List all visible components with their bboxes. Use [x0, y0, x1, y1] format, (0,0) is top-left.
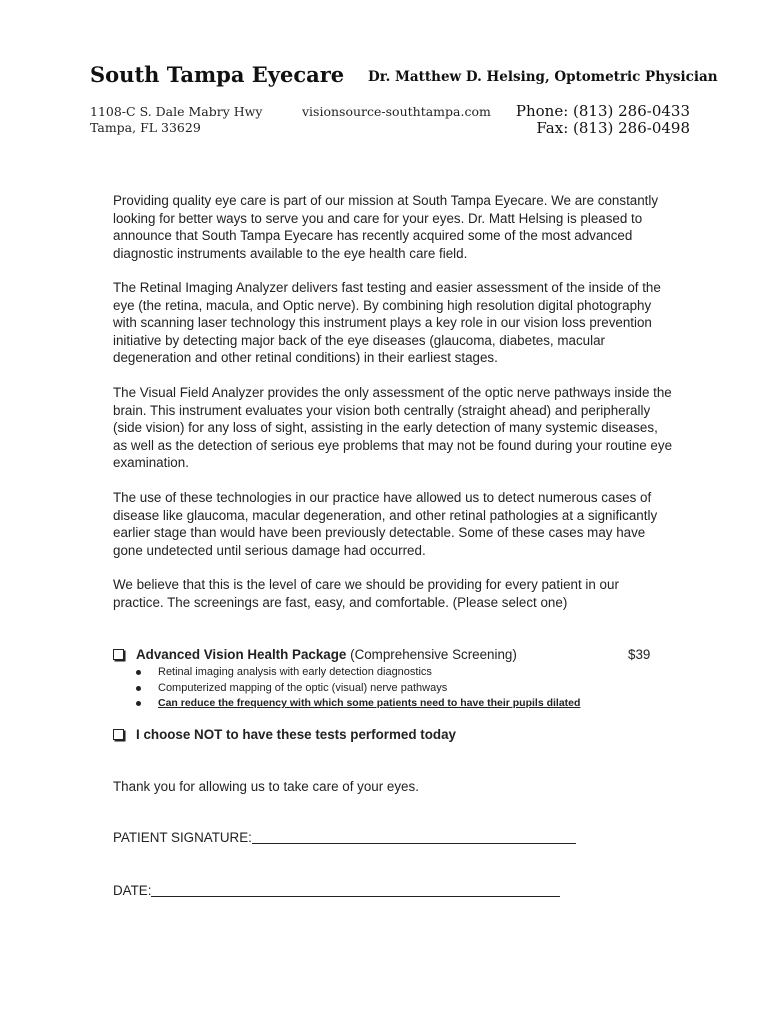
phone-number: Phone: (813) 286-0433: [515, 102, 690, 120]
paragraph-intro: Providing quality eye care is part of our mission at South Tampa Eyecare. We are constantly looking for better ways to serve you and care for your eyes. Dr. Matt Helsing is pleased to announce that South Tampa Eyecare has recently acquired some of the most advanced diagnostic instruments available to the eye health care field.: [113, 193, 659, 261]
paragraph-retinal-imaging: The Retinal Imaging Analyzer delivers fast testing and easier assessment of the inside of the eye (the retina, macula, and Optic nerve). By combining high resolution digital photography with scanning laser technology this instrument plays a key role in our vision loss prevention initiative by detecting major back of the eye diseases (glaucoma, diabetes, macular degeneration and other retinal conditions) in their earliest stages.: [113, 280, 661, 365]
signature-line[interactable]: [252, 831, 576, 844]
bullet-icon: [136, 686, 141, 691]
package-option[interactable]: [113, 647, 517, 662]
list-item: Can reduce the frequency with which some patients need to have their pupils dilated: [136, 696, 580, 712]
fax-number: Fax: (813) 286-0498: [536, 119, 690, 137]
bullet-icon: [136, 701, 141, 706]
package-subtitle: (Comprehensive Screening): [350, 647, 517, 662]
decline-option[interactable]: [113, 727, 456, 742]
date-label: DATE:: [113, 883, 152, 898]
decline-checkbox[interactable]: [113, 729, 124, 740]
package-title: Advanced Vision Health Package: [136, 647, 347, 662]
website: visionsource-southtampa.com: [302, 104, 491, 119]
date-field[interactable]: [113, 883, 560, 898]
doctor-name: Dr. Matthew D. Helsing, Optometric Physician: [368, 69, 718, 85]
paragraph-belief: We believe that this is the level of care we should be providing for every patient in our practice. The screenings are fast, easy, and comfortable. (Please select one): [113, 577, 619, 610]
list-item: Retinal imaging analysis with early detection diagnostics: [136, 665, 580, 681]
package-price: $39: [628, 647, 651, 662]
date-line[interactable]: [151, 884, 560, 897]
decline-label: I choose NOT to have these tests performed today: [136, 727, 456, 742]
package-checkbox[interactable]: [113, 649, 124, 660]
list-item: Computerized mapping of the optic (visual) nerve pathways: [136, 681, 580, 697]
signature-field[interactable]: [113, 830, 576, 845]
signature-label: PATIENT SIGNATURE:: [113, 830, 252, 845]
contact-numbers: [516, 103, 690, 137]
paragraph-technologies: The use of these technologies in our practice have allowed us to detect numerous cases of disease like glaucoma, macular degeneration, and other retinal pathologies at a significantly earlier stage than would have been previously detectable. Some of these cases may have gone undetected until serious damage had occurred.: [113, 490, 658, 558]
bullet-icon: [136, 670, 141, 675]
address-line-2: Tampa, FL 33629: [90, 120, 201, 135]
practice-name: South Tampa Eyecare: [90, 62, 345, 87]
paragraph-visual-field: The Visual Field Analyzer provides the only assessment of the optic nerve pathways inside the brain. This instrument evaluates your vision both centrally (straight ahead) and peripherally (side vision) for any loss of sight, assisting in the early detection of many systemic diseases, as well as the detection of serious eye problems that may not be found during your routine eye examination.: [113, 385, 673, 470]
address: [90, 104, 262, 136]
address-line-1: 1108-C S. Dale Mabry Hwy: [90, 104, 263, 119]
package-bullets: [136, 665, 580, 712]
closing-text: Thank you for allowing us to take care of your eyes.: [113, 779, 419, 794]
